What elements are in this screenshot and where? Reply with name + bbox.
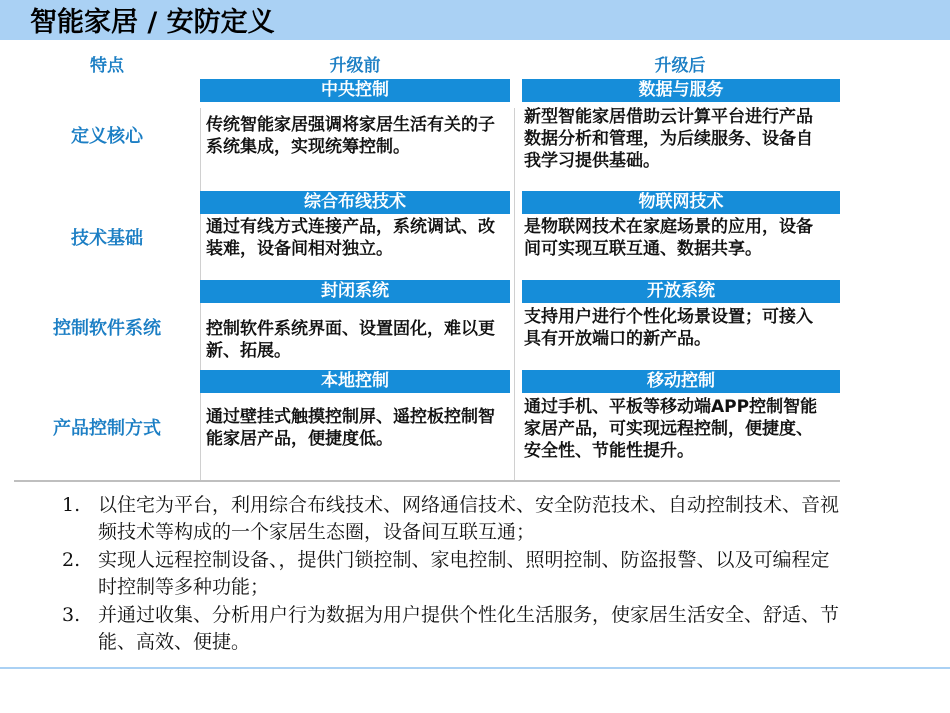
bar-before-row2: 综合布线技术 (200, 191, 510, 214)
note-text: 实现人远程控制设备、，提供门锁控制、家电控制、照明控制、防盗报警、以及可编程定时控制等多种功能； (98, 549, 830, 598)
cell-after-row4: 通过手机、平板等移动端APP控制智能家居产品，可实现远程控制，便捷度、安全性、节能性提升。 (524, 397, 818, 461)
table-bottom-rule (14, 480, 840, 482)
header-before: 升级前 (329, 56, 381, 76)
bar-after-row3: 开放系统 (522, 280, 840, 303)
row-label-definition: 定义核心 (71, 126, 143, 147)
header-after: 升级后 (654, 56, 706, 76)
bar-before-row3: 封闭系统 (200, 280, 510, 303)
note-item (62, 492, 842, 546)
bar-before-row4: 本地控制 (200, 370, 510, 393)
note-item (62, 547, 842, 601)
cell-before-row1: 传统智能家居强调将家居生活有关的子系统集成，实现统筹控制。 (206, 115, 495, 157)
bar-before-row1: 中央控制 (200, 79, 510, 102)
notes-list (62, 492, 842, 657)
cell-before-row3: 控制软件系统界面、设置固化，难以更新、拓展。 (206, 319, 495, 361)
header-feature: 特点 (90, 56, 124, 76)
bar-after-row1: 数据与服务 (522, 79, 840, 102)
cell-before-row2: 通过有线方式连接产品，系统调试、改装难，设备间相对独立。 (206, 217, 495, 259)
cell-before-row4: 通过壁挂式触摸控制屏、遥控板控制智能家居产品，便捷度低。 (206, 407, 495, 449)
comparison-table (14, 48, 840, 480)
page-title: 智能家居 / 安防定义 (30, 7, 275, 38)
row-label-software: 控制软件系统 (53, 318, 161, 339)
note-text: 并通过收集、分析用户行为数据为用户提供个性化生活服务，使家居生活安全、舒适、节能、高效、便捷。 (98, 604, 840, 653)
note-number: 3. (62, 604, 81, 626)
note-item (62, 602, 842, 656)
bar-after-row2: 物联网技术 (522, 191, 840, 214)
footer-line (0, 667, 950, 669)
note-number: 1. (62, 494, 81, 516)
bar-after-row4: 移动控制 (522, 370, 840, 393)
cell-after-row1: 新型智能家居借助云计算平台进行产品数据分析和管理，为后续服务、设备自我学习提供基础。 (524, 107, 813, 171)
cell-after-row3: 支持用户进行个性化场景设置；可接入具有开放端口的新产品。 (524, 307, 813, 349)
column-divider (514, 108, 515, 480)
note-number: 2. (62, 549, 81, 571)
row-label-technology: 技术基础 (71, 228, 143, 249)
note-text: 以住宅为平台，利用综合布线技术、网络通信技术、安全防范技术、自动控制技术、音视频技术等构成的一个家居生态圈，设备间互联互通； (98, 494, 840, 543)
cell-after-row2: 是物联网技术在家庭场景的应用，设备间可实现互联互通、数据共享。 (524, 217, 813, 259)
row-label-control-mode: 产品控制方式 (53, 418, 161, 439)
